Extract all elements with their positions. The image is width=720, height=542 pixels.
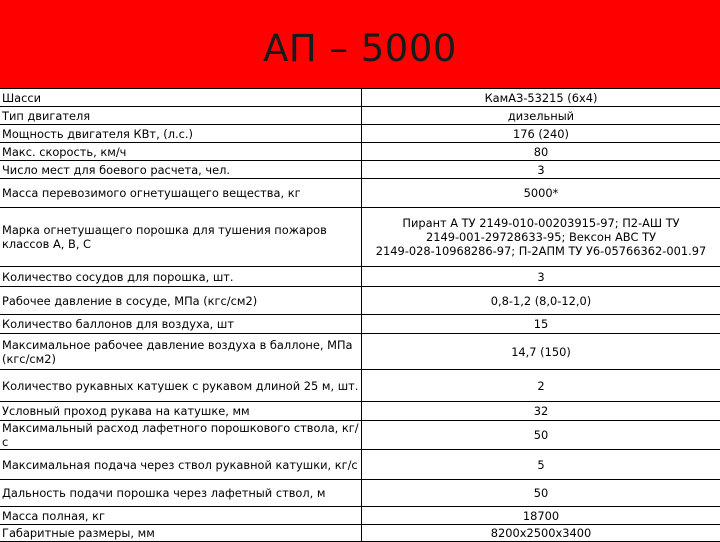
value-cell: 0,8-1,2 (8,0-12,0): [362, 287, 720, 315]
param-cell: Условный проход рукава на катушке, мм: [0, 402, 362, 421]
table-row: [0, 480, 720, 507]
table-row: [0, 89, 720, 107]
table-row: [0, 507, 720, 525]
value-cell: 50: [362, 421, 720, 450]
table-row: [0, 525, 720, 542]
table-row: [0, 421, 720, 450]
param-cell: Максимальный расход лафетного порошкового ствола, кг/с: [0, 421, 362, 450]
table-row: [0, 287, 720, 315]
value-cell: 3: [362, 161, 720, 179]
param-cell: Дальность подачи порошка через лафетный ствол, м: [0, 480, 362, 507]
table-row: [0, 107, 720, 125]
value-cell: 18700: [362, 507, 720, 525]
value-cell: 176 (240): [362, 125, 720, 143]
param-cell: Рабочее давление в сосуде, МПа (кгс/см2): [0, 287, 362, 315]
value-cell: 50: [362, 480, 720, 507]
value-line: 2149-028-10968286-97; П-2АПМ ТУ У6-05766362-001.97: [364, 244, 718, 258]
param-cell: Число мест для боевого расчета, чел.: [0, 161, 362, 179]
table-row: [0, 179, 720, 208]
value-cell: 80: [362, 143, 720, 161]
table-row: [0, 450, 720, 480]
page-title: АП – 5000: [263, 27, 457, 70]
param-cell: Масса перевозимого огнетушащего вещества, кг: [0, 179, 362, 208]
param-cell: Количество баллонов для воздуха, шт: [0, 315, 362, 334]
value-cell: 32: [362, 402, 720, 421]
table-row: [0, 402, 720, 421]
value-cell: [362, 208, 720, 267]
param-cell: Количество рукавных катушек с рукавом длиной 25 м, шт.: [0, 370, 362, 402]
param-cell: Шасси: [0, 89, 362, 107]
table-row: [0, 315, 720, 334]
param-cell: Масса полная, кг: [0, 507, 362, 525]
table-row: [0, 370, 720, 402]
param-cell: Макс. скорость, км/ч: [0, 143, 362, 161]
param-cell: Марка огнетушащего порошка для тушения пожаров классов А, В, С: [0, 208, 362, 267]
value-cell: 14,7 (150): [362, 334, 720, 370]
value-cell: дизельный: [362, 107, 720, 125]
table-row: [0, 208, 720, 267]
value-cell: 3: [362, 267, 720, 287]
value-cell: 2: [362, 370, 720, 402]
table-row: [0, 161, 720, 179]
table-row: [0, 125, 720, 143]
value-line: Пирант А ТУ 2149-010-00203915-97; П2-АШ ТУ: [364, 216, 718, 230]
param-cell: Тип двигателя: [0, 107, 362, 125]
value-line: 2149-001-29728633-95; Вексон АВС ТУ: [364, 230, 718, 244]
param-cell: Максимальная подача через ствол рукавной катушки, кг/с: [0, 450, 362, 480]
table-row: [0, 334, 720, 370]
specs-table: [0, 88, 720, 542]
param-cell: Максимальное рабочее давление воздуха в баллоне, МПа (кгс/см2): [0, 334, 362, 370]
value-cell: 15: [362, 315, 720, 334]
value-cell: КамАЗ-53215 (6х4): [362, 89, 720, 107]
param-cell: Габаритные размеры, мм: [0, 525, 362, 542]
value-cell: 5000*: [362, 179, 720, 208]
param-cell: Мощность двигателя КВт, (л.с.): [0, 125, 362, 143]
table-row: [0, 143, 720, 161]
param-cell: Количество сосудов для порошка, шт.: [0, 267, 362, 287]
table-row: [0, 267, 720, 287]
title-banner: [0, 0, 720, 88]
value-cell: 5: [362, 450, 720, 480]
value-cell: 8200х2500х3400: [362, 525, 720, 542]
